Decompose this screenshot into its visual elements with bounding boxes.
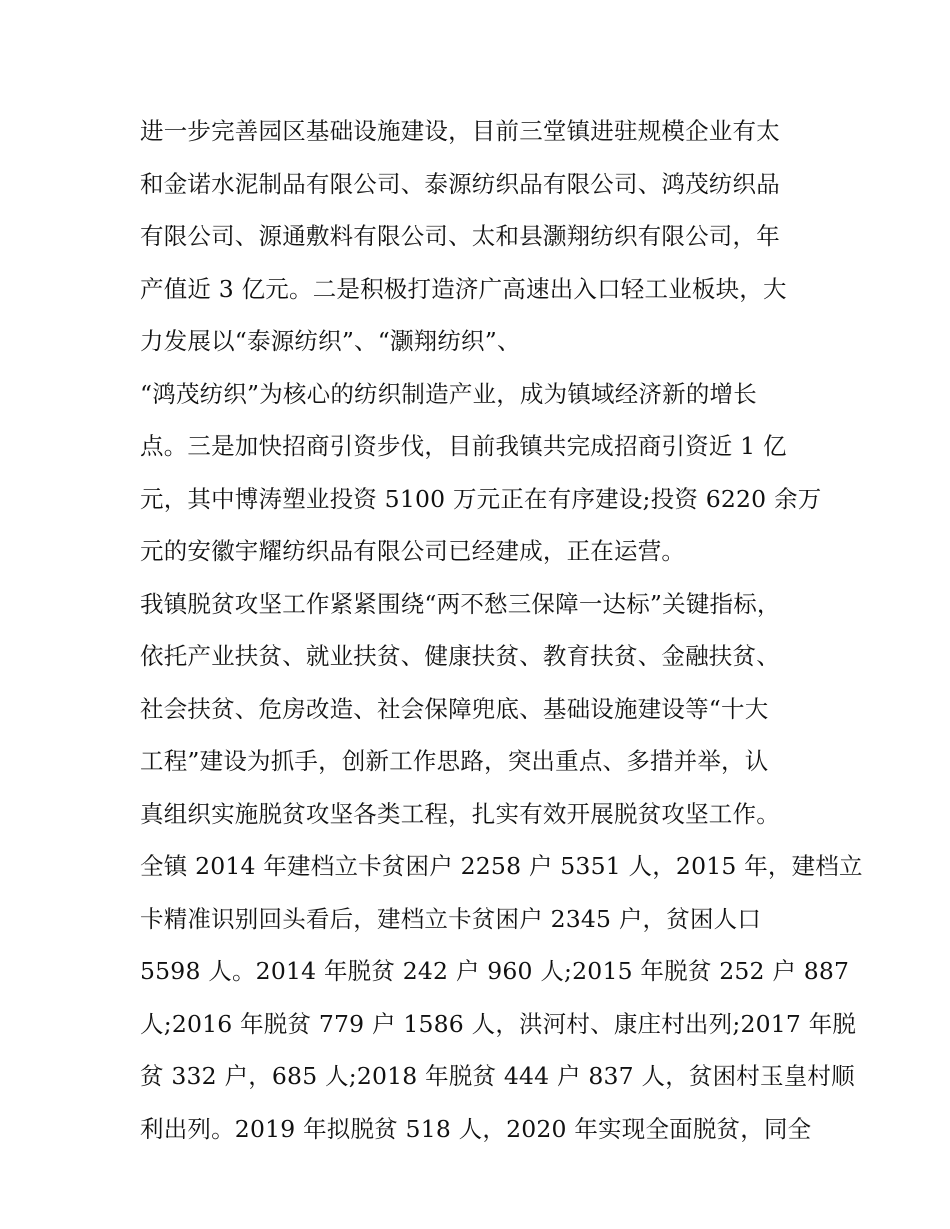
text-line: 产值近 3 亿元。二是积极打造济广高速出入口轻工业板块，大 bbox=[140, 274, 787, 303]
text-line: 点。三是加快招商引资步伐，目前我镇共完成招商引资近 1 亿 bbox=[140, 432, 787, 460]
text-line: 全镇 2014 年建档立卡贫困户 2258 户 5351 人，2015 年，建档立 bbox=[140, 852, 863, 880]
text-line: 社会扶贫、危房改造、社会保障兜底、基础设施建设等“十大 bbox=[140, 694, 769, 723]
text-line: 利出列。2019 年拟脱贫 518 人，2020 年实现全面脱贫，同全 bbox=[140, 1114, 812, 1143]
text-line: 5598 人。2014 年脱贫 242 户 960 人;2015 年脱贫 252 户 887 bbox=[140, 957, 850, 985]
text-line: 真组织实施脱贫攻坚各类工程，扎实有效开展脱贫攻坚工作。 bbox=[140, 799, 780, 828]
text-line: 我镇脱贫攻坚工作紧紧围绕“两不愁三保障一达标”关键指标， bbox=[140, 589, 781, 618]
text-line: “鸿茂纺织”为核心的纺织制造产业，成为镇域经济新的增长 bbox=[140, 379, 757, 408]
text-line: 和金诺水泥制品有限公司、泰源纺织品有限公司、鸿茂纺织品 bbox=[140, 169, 780, 198]
text-line: 依托产业扶贫、就业扶贫、健康扶贫、教育扶贫、金融扶贫、 bbox=[140, 642, 780, 670]
text-line: 卡精准识别回头看后，建档立卡贫困户 2345 户，贫困人口 bbox=[140, 904, 762, 933]
text-line: 贫 332 户，685 人;2018 年脱贫 444 户 837 人，贫困村玉皇村顺 bbox=[140, 1062, 855, 1090]
text-line: 进一步完善园区基础设施建设，目前三堂镇进驻规模企业有太 bbox=[140, 117, 780, 145]
text-line: 元的安徽宇耀纺织品有限公司已经建成，正在运营。 bbox=[140, 537, 686, 565]
text-line: 人;2016 年脱贫 779 户 1586 人，洪河村、康庄村出列;2017 年脱 bbox=[140, 1009, 857, 1038]
text-line: 有限公司、源通敷料有限公司、太和县灏翔纺织有限公司，年 bbox=[140, 222, 780, 250]
body-text bbox=[140, 105, 863, 1155]
text-line: 工程”建设为抓手，创新工作思路，突出重点、多措并举，认 bbox=[140, 747, 769, 775]
text-line: 力发展以“泰源纺织”、“灏翔纺织”、 bbox=[140, 327, 521, 355]
text-line: 元，其中博涛塑业投资 5100 万元正在有序建设;投资 6220 余万 bbox=[140, 484, 822, 513]
